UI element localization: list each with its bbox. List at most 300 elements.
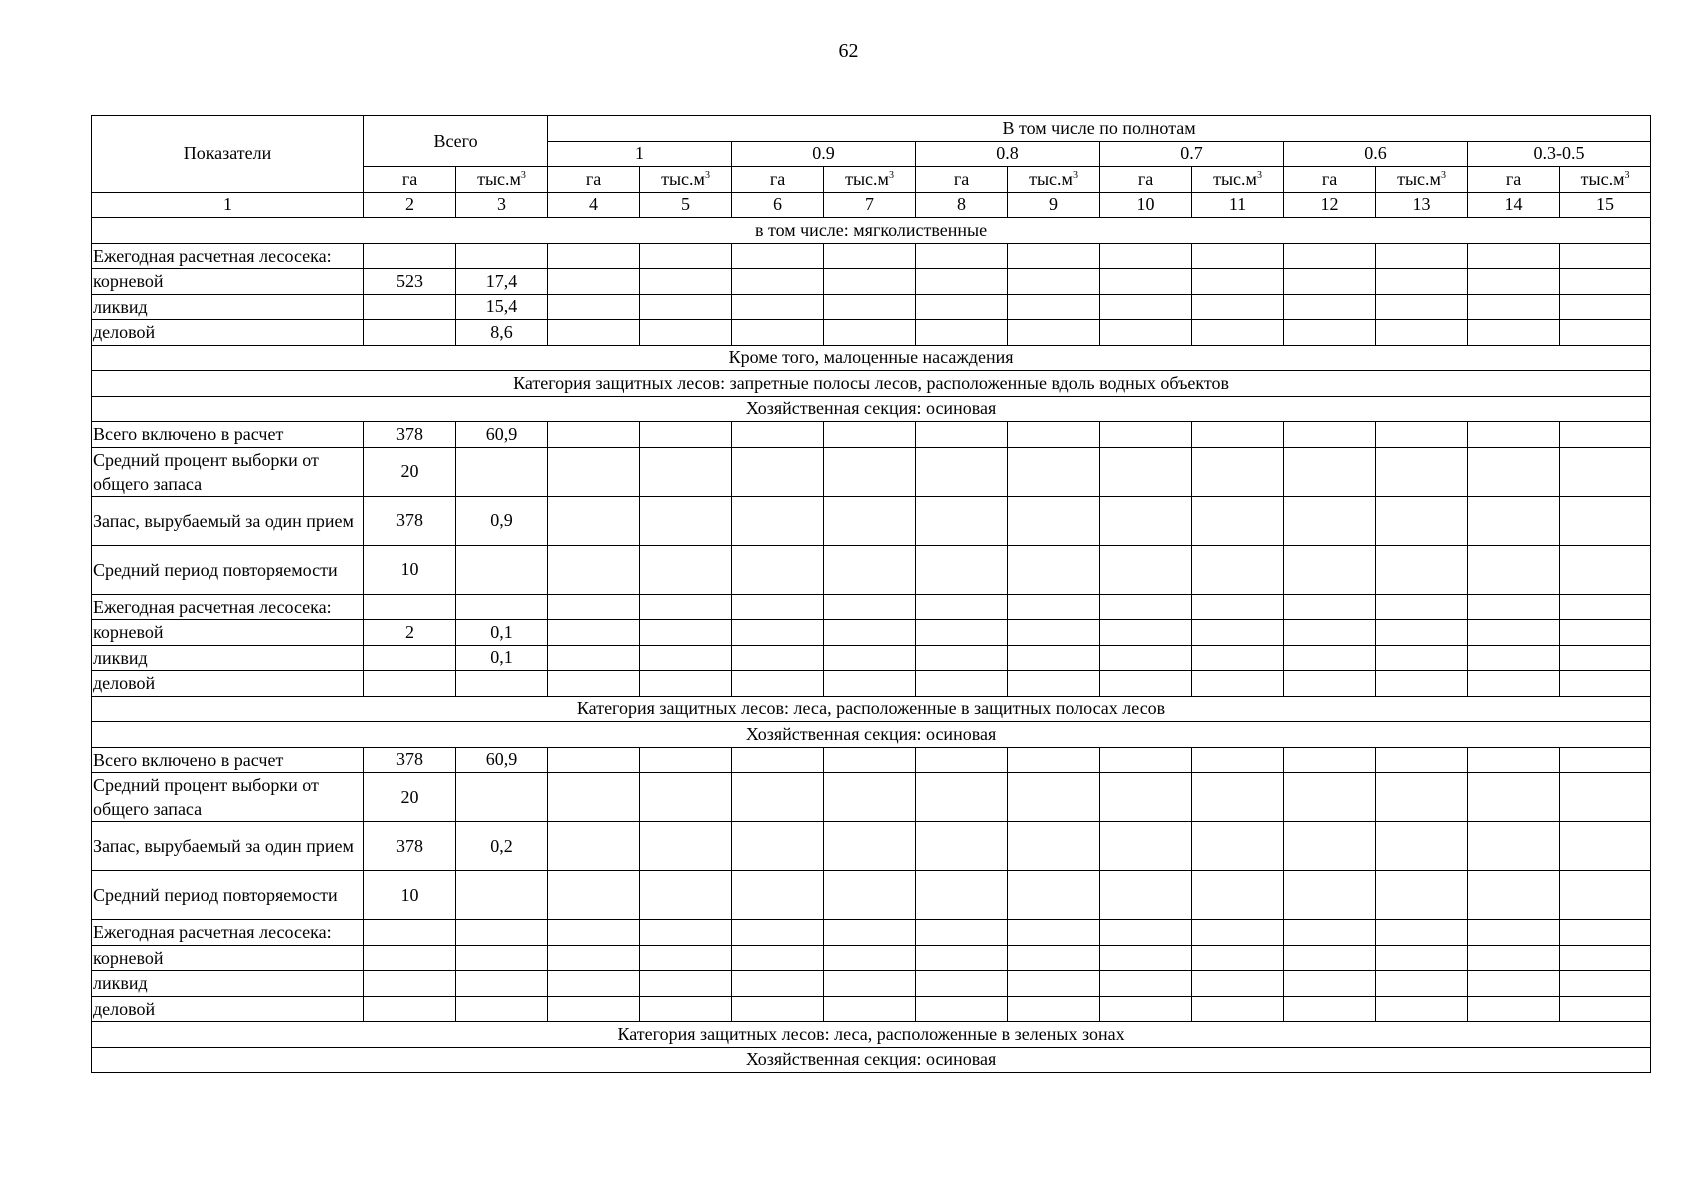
cell-total-volume: 60,9 [456, 422, 548, 448]
cell-empty [548, 871, 640, 920]
cell-empty [824, 920, 916, 946]
cell-empty [916, 671, 1008, 697]
table-row [92, 269, 1651, 295]
cell-total-volume [456, 447, 548, 496]
cell-empty [640, 422, 732, 448]
row-label: деловой [92, 996, 364, 1022]
cell-empty [916, 594, 1008, 620]
unit-ha: га [548, 167, 640, 193]
cell-empty [1100, 747, 1192, 773]
cell-empty [1376, 243, 1468, 269]
cell-empty [1468, 645, 1560, 671]
section-row [92, 345, 1651, 371]
table-row [92, 645, 1651, 671]
unit-volume [1192, 167, 1284, 193]
cell-empty [1468, 620, 1560, 646]
cell-empty [916, 747, 1008, 773]
unit-volume-sup: 3 [704, 169, 710, 181]
cell-empty [1100, 671, 1192, 697]
cell-empty [824, 945, 916, 971]
page-number: 62 [838, 40, 859, 62]
cell-total-ha [364, 996, 456, 1022]
cell-empty [1560, 496, 1651, 545]
unit-volume-text: тыс.м [1029, 168, 1073, 189]
cell-empty [1376, 294, 1468, 320]
cell-empty [640, 645, 732, 671]
cell-empty [1192, 447, 1284, 496]
cell-empty [1468, 294, 1560, 320]
unit-volume [1008, 167, 1100, 193]
table-header [92, 116, 1651, 218]
cell-empty [732, 545, 824, 594]
cell-empty [1100, 320, 1192, 346]
cell-empty [1468, 243, 1560, 269]
cell-empty [1560, 320, 1651, 346]
cell-empty [824, 620, 916, 646]
cell-empty [1100, 620, 1192, 646]
cell-empty [1008, 920, 1100, 946]
cell-empty [1008, 447, 1100, 496]
section-row [92, 722, 1651, 748]
cell-empty [1468, 747, 1560, 773]
cell-empty [1100, 996, 1192, 1022]
cell-empty [1468, 269, 1560, 295]
section-row [92, 1047, 1651, 1073]
unit-volume [456, 167, 548, 193]
cell-empty [824, 822, 916, 871]
section-row [92, 218, 1651, 244]
row-label: Средний период повторяемости [92, 871, 364, 920]
cell-empty [548, 594, 640, 620]
cell-empty [640, 671, 732, 697]
cell-empty [640, 971, 732, 997]
cell-empty [916, 996, 1008, 1022]
cell-empty [824, 447, 916, 496]
cell-empty [824, 320, 916, 346]
table-row [92, 971, 1651, 997]
cell-total-ha: 523 [364, 269, 456, 295]
cell-empty [640, 594, 732, 620]
cell-empty [1100, 269, 1192, 295]
cell-empty [1284, 243, 1376, 269]
cell-empty [1376, 645, 1468, 671]
cell-total-ha: 378 [364, 422, 456, 448]
cell-empty [732, 496, 824, 545]
cell-empty [1560, 422, 1651, 448]
section-row [92, 396, 1651, 422]
cell-empty [1376, 620, 1468, 646]
cell-empty [1008, 294, 1100, 320]
header-including-by-density: В том числе по полнотам [548, 116, 1651, 142]
cell-empty [732, 422, 824, 448]
cell-empty [1008, 496, 1100, 545]
cell-empty [1468, 320, 1560, 346]
cell-empty [1192, 320, 1284, 346]
cell-empty [640, 269, 732, 295]
cell-empty [1468, 822, 1560, 871]
cell-empty [1376, 269, 1468, 295]
cell-empty [1284, 294, 1376, 320]
cell-empty [916, 320, 1008, 346]
unit-volume-text: тыс.м [1213, 168, 1257, 189]
unit-volume-text: тыс.м [477, 168, 521, 189]
unit-volume [1560, 167, 1651, 193]
cell-empty [1284, 422, 1376, 448]
cell-empty [1560, 269, 1651, 295]
cell-empty [732, 747, 824, 773]
table-row [92, 871, 1651, 920]
cell-empty [732, 920, 824, 946]
cell-empty [548, 294, 640, 320]
unit-volume-sup: 3 [1072, 169, 1078, 181]
cell-empty [824, 496, 916, 545]
cell-empty [1008, 971, 1100, 997]
cell-empty [1560, 773, 1651, 822]
cell-empty [548, 320, 640, 346]
section-row [92, 696, 1651, 722]
cell-empty [1008, 773, 1100, 822]
cell-empty [1008, 996, 1100, 1022]
cell-empty [640, 773, 732, 822]
cell-empty [1192, 747, 1284, 773]
cell-empty [916, 294, 1008, 320]
cell-empty [548, 545, 640, 594]
cell-empty [1192, 671, 1284, 697]
cell-total-volume: 60,9 [456, 747, 548, 773]
cell-total-volume [456, 773, 548, 822]
cell-empty [1284, 545, 1376, 594]
unit-volume-text: тыс.м [845, 168, 889, 189]
header-density: 0.7 [1100, 141, 1284, 167]
unit-volume [1376, 167, 1468, 193]
cell-empty [732, 447, 824, 496]
row-label: ликвид [92, 294, 364, 320]
cell-empty [1100, 243, 1192, 269]
header-density: 1 [548, 141, 732, 167]
cell-total-ha: 378 [364, 747, 456, 773]
unit-ha: га [732, 167, 824, 193]
cell-empty [732, 269, 824, 295]
cell-empty [1192, 294, 1284, 320]
cell-empty [916, 620, 1008, 646]
unit-volume-sup: 3 [1440, 169, 1446, 181]
cell-empty [1468, 920, 1560, 946]
column-number: 12 [1284, 192, 1376, 218]
cell-empty [1008, 422, 1100, 448]
cell-empty [1192, 496, 1284, 545]
cell-empty [548, 971, 640, 997]
row-label: Средний процент выборки от общего запаса [92, 447, 364, 496]
column-number: 14 [1468, 192, 1560, 218]
unit-volume-sup: 3 [520, 169, 526, 181]
cell-empty [1376, 422, 1468, 448]
cell-empty [1376, 320, 1468, 346]
row-label: Ежегодная расчетная лесосека: [92, 594, 364, 620]
cell-empty [1560, 920, 1651, 946]
cell-empty [640, 243, 732, 269]
column-number: 6 [732, 192, 824, 218]
section-row [92, 1022, 1651, 1048]
cell-empty [824, 243, 916, 269]
column-number: 4 [548, 192, 640, 218]
cell-empty [1376, 671, 1468, 697]
cell-total-volume [456, 920, 548, 946]
cell-total-volume [456, 971, 548, 997]
cell-empty [732, 294, 824, 320]
column-number: 3 [456, 192, 548, 218]
unit-volume-sup: 3 [1624, 169, 1630, 181]
cell-empty [732, 320, 824, 346]
header-indicators: Показатели [92, 116, 364, 193]
section-title: Хозяйственная секция: осиновая [92, 1047, 1651, 1073]
cell-empty [824, 422, 916, 448]
cell-empty [1192, 822, 1284, 871]
section-title: Хозяйственная секция: осиновая [92, 396, 1651, 422]
cell-empty [916, 773, 1008, 822]
cell-empty [1100, 545, 1192, 594]
cell-empty [1192, 920, 1284, 946]
cell-empty [640, 822, 732, 871]
section-title: Категория защитных лесов: леса, расположенные в защитных полосах лесов [92, 696, 1651, 722]
cell-empty [548, 945, 640, 971]
cell-empty [548, 422, 640, 448]
cell-empty [1284, 496, 1376, 545]
cell-empty [1284, 747, 1376, 773]
cell-empty [824, 545, 916, 594]
column-number: 7 [824, 192, 916, 218]
unit-volume [824, 167, 916, 193]
cell-empty [548, 243, 640, 269]
cell-total-volume: 8,6 [456, 320, 548, 346]
cell-empty [1100, 971, 1192, 997]
cell-empty [1376, 871, 1468, 920]
table-row [92, 773, 1651, 822]
cell-total-ha [364, 320, 456, 346]
cell-empty [1560, 243, 1651, 269]
cell-empty [1560, 747, 1651, 773]
row-label: корневой [92, 269, 364, 295]
cell-total-volume: 15,4 [456, 294, 548, 320]
cell-empty [548, 496, 640, 545]
cell-empty [1192, 243, 1284, 269]
cell-empty [1284, 773, 1376, 822]
cell-total-volume [456, 594, 548, 620]
cell-empty [1008, 620, 1100, 646]
cell-empty [1100, 945, 1192, 971]
cell-empty [640, 447, 732, 496]
row-label: Ежегодная расчетная лесосека: [92, 243, 364, 269]
header-density: 0.6 [1284, 141, 1468, 167]
cell-empty [548, 920, 640, 946]
unit-volume-sup: 3 [888, 169, 894, 181]
row-label: Ежегодная расчетная лесосека: [92, 920, 364, 946]
cell-total-volume: 0,2 [456, 822, 548, 871]
cell-empty [1468, 996, 1560, 1022]
column-number-row [92, 192, 1651, 218]
cell-empty [1008, 545, 1100, 594]
cell-empty [1468, 594, 1560, 620]
cell-empty [1008, 871, 1100, 920]
cell-empty [1100, 447, 1192, 496]
header-density: 0.8 [916, 141, 1100, 167]
cell-total-ha: 10 [364, 545, 456, 594]
cell-empty [1376, 971, 1468, 997]
column-number: 8 [916, 192, 1008, 218]
cell-empty [1100, 496, 1192, 545]
cell-empty [1560, 294, 1651, 320]
cell-empty [732, 671, 824, 697]
cell-empty [1468, 496, 1560, 545]
cell-empty [824, 773, 916, 822]
cell-empty [916, 645, 1008, 671]
cell-empty [824, 269, 916, 295]
cell-total-volume: 17,4 [456, 269, 548, 295]
cell-empty [916, 269, 1008, 295]
cell-empty [1284, 671, 1376, 697]
cell-empty [1560, 945, 1651, 971]
cell-empty [824, 971, 916, 997]
cell-empty [548, 996, 640, 1022]
table-row [92, 594, 1651, 620]
cell-empty [1100, 920, 1192, 946]
cell-empty [732, 871, 824, 920]
row-label: ликвид [92, 645, 364, 671]
cell-empty [916, 496, 1008, 545]
cell-empty [1376, 945, 1468, 971]
column-number: 5 [640, 192, 732, 218]
cell-empty [1560, 645, 1651, 671]
cell-empty [548, 773, 640, 822]
cell-empty [1192, 773, 1284, 822]
cell-empty [1468, 971, 1560, 997]
cell-empty [1100, 645, 1192, 671]
cell-total-ha [364, 971, 456, 997]
row-label: корневой [92, 945, 364, 971]
cell-empty [640, 747, 732, 773]
cell-empty [1284, 320, 1376, 346]
cell-empty [732, 773, 824, 822]
cell-empty [732, 243, 824, 269]
cell-empty [1192, 422, 1284, 448]
cell-empty [732, 822, 824, 871]
unit-ha: га [364, 167, 456, 193]
unit-volume-sup: 3 [1256, 169, 1262, 181]
cell-total-volume [456, 871, 548, 920]
cell-empty [1192, 594, 1284, 620]
cell-empty [1468, 545, 1560, 594]
row-label: Запас, вырубаемый за один прием [92, 822, 364, 871]
cell-empty [1560, 996, 1651, 1022]
unit-volume-text: тыс.м [1397, 168, 1441, 189]
cell-empty [1008, 320, 1100, 346]
table-row [92, 747, 1651, 773]
cell-empty [640, 294, 732, 320]
cell-empty [1192, 269, 1284, 295]
cell-empty [1192, 620, 1284, 646]
cell-empty [1560, 871, 1651, 920]
cell-empty [732, 996, 824, 1022]
column-number: 11 [1192, 192, 1284, 218]
cell-empty [824, 671, 916, 697]
cell-empty [1192, 971, 1284, 997]
cell-empty [1560, 822, 1651, 871]
cell-empty [1008, 594, 1100, 620]
cell-empty [1008, 645, 1100, 671]
cell-empty [1192, 871, 1284, 920]
cell-empty [916, 971, 1008, 997]
cell-empty [824, 594, 916, 620]
cell-empty [824, 996, 916, 1022]
cell-empty [1100, 822, 1192, 871]
cell-empty [916, 447, 1008, 496]
unit-ha: га [916, 167, 1008, 193]
cell-empty [1376, 496, 1468, 545]
cell-empty [1376, 773, 1468, 822]
cell-empty [732, 645, 824, 671]
cell-empty [1376, 545, 1468, 594]
cell-empty [1100, 422, 1192, 448]
table-row [92, 822, 1651, 871]
section-title: Категория защитных лесов: запретные полосы лесов, расположенные вдоль водных объектов [92, 371, 1651, 397]
table-row [92, 294, 1651, 320]
cell-empty [640, 620, 732, 646]
cell-empty [1284, 645, 1376, 671]
cell-empty [1560, 620, 1651, 646]
cell-total-volume [456, 671, 548, 697]
cell-empty [1008, 945, 1100, 971]
cell-empty [640, 496, 732, 545]
cell-empty [1192, 945, 1284, 971]
cell-empty [1560, 971, 1651, 997]
column-number: 2 [364, 192, 456, 218]
table-row [92, 996, 1651, 1022]
cell-empty [916, 822, 1008, 871]
cell-empty [548, 747, 640, 773]
cell-empty [1560, 447, 1651, 496]
cell-empty [1192, 645, 1284, 671]
cell-empty [1284, 620, 1376, 646]
cell-empty [548, 269, 640, 295]
cell-total-ha: 10 [364, 871, 456, 920]
cell-empty [548, 447, 640, 496]
cell-empty [732, 971, 824, 997]
cell-empty [548, 645, 640, 671]
cell-empty [640, 320, 732, 346]
cell-total-ha [364, 243, 456, 269]
cell-total-ha: 378 [364, 496, 456, 545]
cell-empty [916, 243, 1008, 269]
section-row [92, 371, 1651, 397]
row-label: корневой [92, 620, 364, 646]
cell-empty [1284, 920, 1376, 946]
row-label: деловой [92, 671, 364, 697]
section-title: Кроме того, малоценные насаждения [92, 345, 1651, 371]
row-label: Средний процент выборки от общего запаса [92, 773, 364, 822]
cell-empty [1560, 671, 1651, 697]
table-row [92, 920, 1651, 946]
cell-empty [640, 920, 732, 946]
cell-empty [1284, 269, 1376, 295]
cell-total-ha [364, 920, 456, 946]
cell-total-volume [456, 545, 548, 594]
column-number: 10 [1100, 192, 1192, 218]
cell-empty [732, 945, 824, 971]
unit-volume-text: тыс.м [1580, 168, 1625, 189]
cell-empty [1284, 594, 1376, 620]
cell-empty [916, 545, 1008, 594]
cell-empty [1284, 971, 1376, 997]
cell-empty [1284, 996, 1376, 1022]
